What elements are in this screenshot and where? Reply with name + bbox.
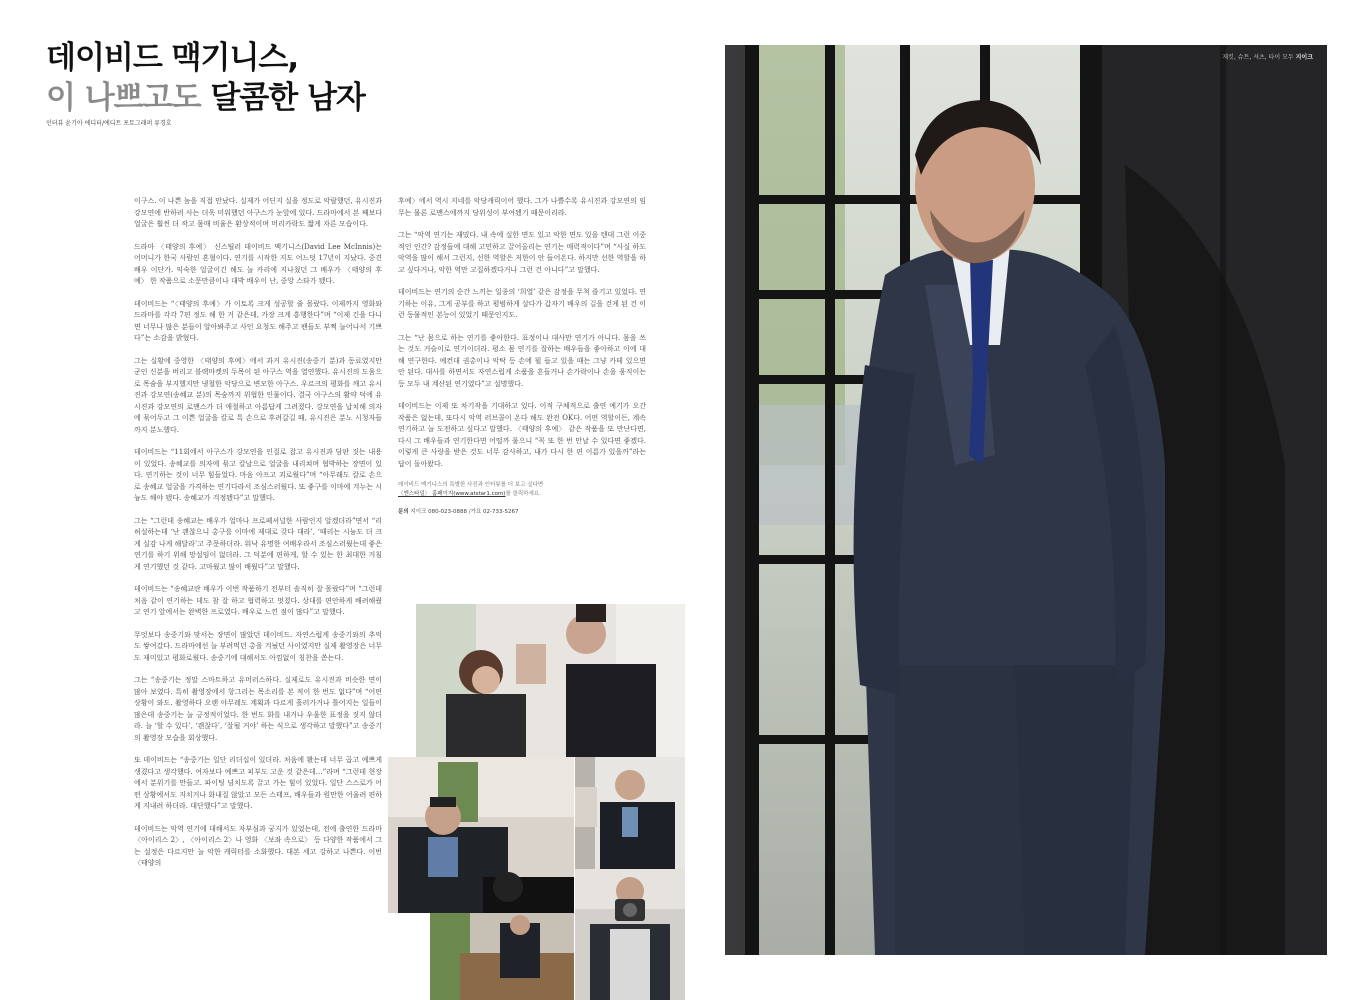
paragraph: 드라마 〈태양의 후예〉 신스틸러 데이비드 맥기니스(David Lee McInnis)는 어머니가 한국 사람인 혼혈이다. 연기를 시작한 지도 어느덧 17년이 지났다. 중견 배우 이단가. 익숙한 얼굴이긴 해도 늘 카리에 지나쳤던 그 배우가 〈태양의 후예〉 한 작품으로 소문만큼이나 대박 배우이 난, 중앙 스타가 됐다.	[134, 242, 382, 285]
paragraph: 그는 “그런데 송혜교는 배우가 얼마나 프로페셔널한 사람인지 알겠더라”면서 “리허설하는데 ‘난 괜찮으니 총구를 이마에 제대로 갖다 대라’, ‘때리는 시늉도 더 크게 실감 나게 해달라’고 주문하더라. 워낙 유명한 여배우라서 조심스러웠는데 좋은 연기를 하기 위해 망설임이 없더라. 그 덕분에 편하게, 할 수 있는 한 최대한 거침게 연기했던 것 같다. 고마웠고 많이 배웠다”고 말했다.	[134, 516, 382, 571]
title-highlight: 이 나쁘고도	[46, 80, 201, 116]
article-title	[46, 38, 446, 118]
paragraph: 그는 “악역 연기는 재밌다. 내 속에 실한 면도 있고 악한 면도 있을 텐데 그런 이중적인 인간? 감정들에 대해 고민하고 끌어올리는 연기는 매력적이다”며 “사실 하도 악역을 많이 해서 그런지, 선한 역할은 저한이 안 들어온다. 하지만 선한 역할을 하고 싶다거나, 악한 역만 고집하겠다거나 그런 건 아니다”고 말했다.	[398, 231, 646, 274]
photo-camera-pose	[575, 869, 685, 1000]
paragraph: 그는 “송중기는 정말 스마트하고 유머러스하다. 실제로도 유시진과 비슷한 면이 많아 보였다. 특히 촬영장에서 항그리는 목소리를 본 적이 한 번도 없다”며 “어떤 상황이 와도. 촬영하다 오랜 야무레도 계획과 다르게 흘러가거나 틀어지는 일들이 많은데 송중기는 늘 긍정적이었다. 한 번도 화를 내거나 우울한 표정을 짓지 않더라. 늘 ‘할 수 있다’, ‘괜찮다’, ‘잘될 거야’ 하는 식으로 생각하고 말했다”고 송중기의 촬영장 모습을 회상했다.	[134, 676, 382, 742]
paragraph: 데이비드는 연기의 순간 느끼는 일종의 ‘희열’ 같은 감정을 무척 즐기고 있었다. 연기하는 이유, 그게 공부를 하고 평범하게 살다가 갑자기 배우의 길을 걷게 된 건 이런 동물적인 본능이 있었기 때문인지도.	[398, 288, 646, 319]
title-subtitle: 달콤한 남자	[210, 80, 365, 116]
paragraph: 또 데이비드는 “송중기는 일단 리더십이 있더라. 처음에 봤는데 너무 곱고 예쁘게 생겼다고 생각했다. 여자보다 예쁘고 피부도 고운 것 같은데…”라며 “그런데 현장에서 분위기를 만들고. 파이팅 넘치도록 끌고 가는 힘이 있었다. 일단 스스로가 어떤 상황에서도 지치거나 화내질 않았고 모든 스태프, 배우들과 원만한 어울려 편하게 지내려 하더라. 대단했다”고 말했다.	[134, 756, 382, 810]
paragraph: 데이비드는 악역 연기에 대해서도 자부심과 궁지가 있었는데, 전에 출연한 드라마 〈아이리스 2〉, 〈아이리스 2〉나 영화 〈보좌 속으로〉 등 다양한 작품에서 그는 설정은 다르지만 늘 악한 캐릭터를 소화했다. 대본 세고 강하고 나쁜다. 이번 〈태양의	[134, 824, 382, 867]
contact-label: 문의	[398, 509, 409, 515]
photo-makeup-scene	[416, 604, 685, 757]
photo-credit	[1222, 52, 1313, 61]
paragraph: 이구스. 이 나쁜 놈을 직접 만났다. 실제가 어딘지 실을 정도로 악랄했던, 유시진과 강모연에 반하려 사는 더욱 미워했던 아구스가 눈앞에 있다. 드라마에서 본 째보다 얼굴은 훨씬 더 작고 몸매 비율은 환상적이며 머리카락도 짧게 자른 모습이다.	[134, 197, 382, 228]
photo-interview-scene	[388, 757, 574, 913]
article-column-left	[134, 196, 382, 870]
title-line-2	[46, 78, 446, 118]
contact-text: 지이크 080-023-0888 /가요 02-733-5267	[410, 509, 519, 515]
web-note	[398, 481, 646, 499]
web-note-text: 데이비드 맥기니스의 특별한 사진과 인터뷰를 더 보고 싶다면	[398, 482, 544, 488]
website-link[interactable]: 〈엔스타일〉 홈페이지(www.atstar1.com)	[398, 491, 506, 497]
web-note-suffix: 를 클릭하세요.	[505, 491, 541, 497]
paragraph: 데이비드는 “〈태양의 후예〉가 이토록 크게 성공할 줄 몰랐다. 이제까지 영화와 드라마를 각각 7편 정도 해 한 거 같은데, 가장 크게 흥행한다”며 “이제 긴을 다니면 너무나 많은 분들이 알아봐주고 사인 요청도 해주고 팬들도 부쩍 늘어나서 기쁘다”는 소감을 밝혔다.	[134, 299, 382, 342]
paragraph: 후예〉에서 역시 지네를 악당캐릭이어 했다. 그가 나쁠수록 유시진과 강모연의 임무는 물론 로맨스에까지 당위성이 부여됐기 때문이리라.	[398, 197, 646, 217]
byline: 인터뷰 윤기아 에디터/에디트 포토그래퍼 류경호	[46, 120, 172, 127]
paragraph: 무엇보다 송중기와 맞서는 장면이 많았던 데이비드. 자연스럽게 송중기와의 추억도 쌓여갔다. 드라마에선 늘 부려먹던 총을 겨눴던 사이였지만 실제 촬영장은 너무도 재미있고 평화로웠다. 송중기에 대해서도 아낌없이 칭찬을 쏟는다.	[134, 630, 382, 662]
paragraph: 데이비드는 “11회에서 아구스가 강모연을 인질로 잡고 유시진과 담판 짓는 내용이 있었다. 송혜교를 의자에 묶고 칼날으로 얼굴을 내리쳐며 협박하는 장면이 있다. 연기하는 것이 너무 힘들었다. 마음 아프고 괴로웠다”며 “아무래도 칼로 손으로 송혜교 얼굴을 가격하는 연기다라서 조심스러웠다. 또 좋구를 이마에 겨누는 시늉도 해야 됐다. 송혜교가 걱정됐다”고 말했다.	[134, 448, 382, 502]
photo-credit-text: 재킷, 슈트, 셔츠, 타이 모두	[1222, 54, 1294, 61]
photo-cafe-scene	[430, 913, 574, 1000]
article-column-right	[398, 196, 646, 519]
title-line-1: 데이비드 맥기니스,	[46, 40, 299, 76]
paragraph: 그는 실황에 중영한 〈태양의 후예〉에서 과거 유시진(송중기 분)과 동료였지만 군인 신분을 버리고 블랙마켓의 두목이 된 아구스 역을 열연했다. 유시진의 도움으로 목숨을 부지했지만 냉철한 악당으로 변모한 아구스. 우르크의 평화를 깨고 유시진과 강모연(송혜교 분)의 목숨까지 위협한 인물이다. 결국 아구스의 활약 덕에 유시진과 강모연의 로맨스가 더 애절하고 아름답게 그려졌다. 강모연을 납치해 의자에 묶어두고 그 이쁜 얼굴을 칼로 톡 손으로 후려갈길 때, 유시진은 분노 시청자들까지 분노했다.	[134, 356, 382, 434]
paragraph: 그는 “난 몸으로 하는 연기를 좋아한다. 표정이나 대사만 연기가 아니다. 몸을 쓰는 것도 거슬이로 연기이더라. 평소 몸 연기를 잘하는 배우들을 좋아하고 이에 대해 연구한다. 예컨대 권총이나 악탁 등 손에 뭘 들고 있을 때는 그냥 카테 있으면 안 된다. 대사를 하면서도 자연스럽게 소품을 흔들거나 손가락이나 손을 움직이는 등 모두 내 계산된 연기였다”고 설명했다.	[398, 333, 646, 388]
main-portrait-photo	[725, 45, 1327, 955]
paragraph: 데이비드는 “송혜교란 배우가 이번 작품하기 전부터 솔직히 잘 몰랐다”며 “그런데 처음 같이 연기하는 데도 참 잘 하고 협력하고 멋졌다. 상대를 편안하게 배려해줬고 연기 앞에서는 완벽한 프로였다. 배우로 느낀 점이 많다”고 말했다.	[134, 585, 382, 616]
photo-credit-brand: 지이크	[1295, 54, 1313, 61]
paragraph: 데이비드는 이제 또 차기작을 기대하고 있다. 이적 구체적으로 출연 예기가 오간 작품은 없는데, 또다시 악역 러브콜이 온다 해도 완전 OK다. 어떤 역할이든, 계속 연기하고 늘 도전하고 싶다고 말했다. 〈태양의 후예〉 같은 작품을 또 만난다면, 다시 그 배우들과 연기한다면 어떨까 물으니 “꼭 또 한 번 만날 수 있다면 좋겠다. 이렇게 큰 사랑을 받은 것도 너무 감사하고, 내가 다시 한 편 이름가 있을까”라는 답이 돌아왔다.	[398, 402, 646, 468]
photo-seated-laugh	[575, 757, 685, 869]
contact-info	[398, 507, 646, 519]
